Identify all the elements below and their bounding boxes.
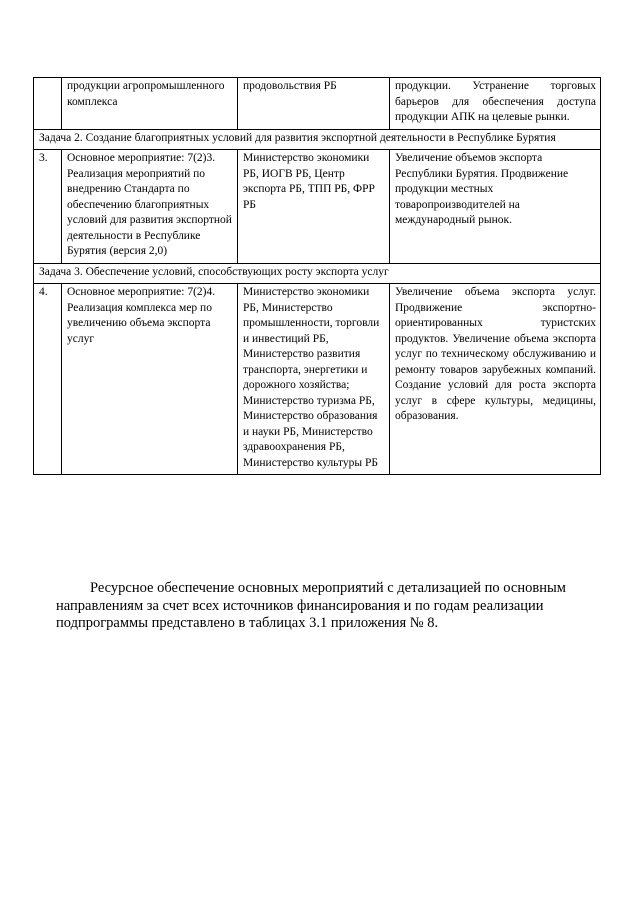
table-row <box>34 150 601 264</box>
executor-cell: продовольствия РБ <box>238 78 390 130</box>
task-row <box>34 129 601 150</box>
activity-cell: Основное мероприятие: 7(2)3. Реализация мероприятий по внедрению Стандарта по обеспечению благоприятных условий для развития экспортной деятельности в Республике Бурятия (версия 2,0) <box>62 150 238 264</box>
task-2-heading: Задача 2. Создание благоприятных условий для развития экспортной деятельности в Республике Бурятия <box>34 129 601 150</box>
table-row <box>34 284 601 475</box>
activity-cell: продукции агропромышленного комплекса <box>62 78 238 130</box>
result-cell: продукции. Устранение торговых барьеров для обеспечения доступа продукции АПК на целевые рынки. <box>390 78 601 130</box>
activities-table <box>33 77 601 475</box>
task-row <box>34 263 601 284</box>
resource-paragraph: Ресурсное обеспечение основных мероприятий с детализацией по основным направлениям за счет всех источников финансирования и по годам реализации подпрограммы представлено в таблицах 3.1 приложения № 8. <box>56 580 566 631</box>
row-number <box>34 78 62 130</box>
executor-cell: Министерство экономики РБ, Министерство промышленности, торговли и инвестиций РБ, Министерство развития транспорта, энергетики и дорожного хозяйства; Министерство туризма РБ, Министерство образования и науки РБ, Министерство здравоохранения РБ, Министерство культуры РБ <box>238 284 390 475</box>
activity-cell: Основное мероприятие: 7(2)4. Реализация комплекса мер по увеличению объема экспорта услуг <box>62 284 238 475</box>
row-number: 4. <box>34 284 62 475</box>
table-row <box>34 78 601 130</box>
task-3-heading: Задача 3. Обеспечение условий, способствующих росту экспорта услуг <box>34 263 601 284</box>
result-cell: Увеличение объема экспорта услуг. Продвижение экспортно-ориентированных туристских продуктов. Увеличение объема экспорта услуг по техническому обслуживанию и ремонту товаров зарубежных компаний. Создание условий для роста экспорта услуг в сфере культуры, медицины, образования. <box>390 284 601 475</box>
row-number: 3. <box>34 150 62 264</box>
executor-cell: Министерство экономики РБ, ИОГВ РБ, Центр экспорта РБ, ТПП РБ, ФРР РБ <box>238 150 390 264</box>
result-cell: Увеличение объемов экспорта Республики Бурятия. Продвижение продукции местных товаропроизводителей на международный рынок. <box>390 150 601 264</box>
